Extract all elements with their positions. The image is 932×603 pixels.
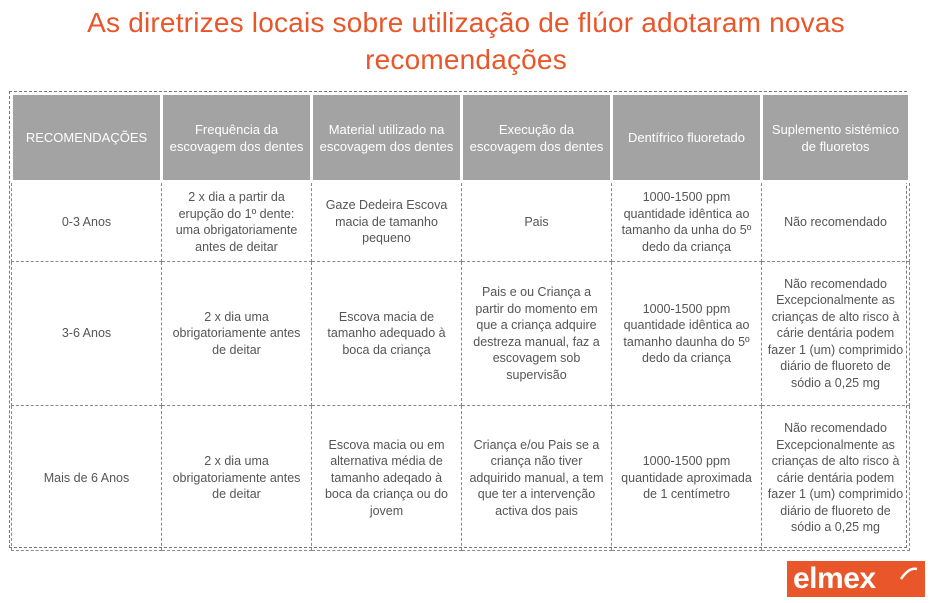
title-line-1: As diretrizes locais sobre utilização de flúor adotaram novas [87, 7, 845, 38]
table-cell: Não recomendado [762, 182, 910, 262]
table-cell: 1000-1500 ppm quantidade idêntica ao tamanho da unha do 5º dedo da criança [612, 182, 762, 262]
table-row [12, 182, 910, 262]
title-line-2: recomendações [365, 44, 567, 75]
table-cell-age: Mais de 6 Anos [12, 406, 162, 551]
table-cell: Escova macia ou em alternativa média de tamanho adeqado à boca da criança ou do jovem [312, 406, 462, 551]
logo-text: elmex [793, 562, 876, 595]
table-cell: 2 x dia a partir da erupção do 1º dente: uma obrigatoriamente antes de deitar [162, 182, 312, 262]
header-cell-frequencia: Frequência da escovagem dos dentes [162, 94, 312, 182]
page-title [0, 4, 932, 78]
table-header-row [12, 94, 910, 182]
table-cell: 2 x dia uma obrigatoriamente antes de deitar [162, 262, 312, 406]
header-cell-execucao: Execução da escovagem dos dentes [462, 94, 612, 182]
table-cell: Gaze Dedeira Escova macia de tamanho pequeno [312, 182, 462, 262]
table-cell-age: 0-3 Anos [12, 182, 162, 262]
table-cell: Pais [462, 182, 612, 262]
table-cell: Não recomendado Excepcionalmente as crianças de alto risco à cárie dentária podem fazer 1 (um) comprimido diário de fluoreto de sódio a 0,25 mg [762, 262, 910, 406]
elmex-logo [787, 561, 925, 597]
header-cell-suplemento: Suplemento sistémico de fluoretos [762, 94, 910, 182]
table-cell: 2 x dia uma obrigatoriamente antes de deitar [162, 406, 312, 551]
recommendations-table [9, 91, 907, 548]
header-cell-recomendacoes: RECOMENDAÇÕES [12, 94, 162, 182]
table-cell: Escova macia de tamanho adequado à boca da criança [312, 262, 462, 406]
table-cell: Criança e/ou Pais se a criança não tiver adquirido manual, a tem que ter a intervenção activa dos pais [462, 406, 612, 551]
table-cell: Pais e ou Criança a partir do momento em que a criança adquire destreza manual, faz a escovagem sob supervisão [462, 262, 612, 406]
logo-swoosh-icon [899, 565, 919, 585]
table-cell: Não recomendado Excepcionalmente as crianças de alto risco à cárie dentária podem fazer 1 (um) comprimido diário de fluoreto de sódio a 0,25 mg [762, 406, 910, 551]
table-cell: 1000-1500 ppm quantidade idêntica ao tamanho daunha do 5º dedo da criança [612, 262, 762, 406]
header-cell-dentifrico: Dentífrico fluoretado [612, 94, 762, 182]
table-cell: 1000-1500 ppm quantidade aproximada de 1 centímetro [612, 406, 762, 551]
table-row [12, 406, 910, 551]
table-cell-age: 3-6 Anos [12, 262, 162, 406]
header-cell-material: Material utilizado na escovagem dos dentes [312, 94, 462, 182]
table-row [12, 262, 910, 406]
